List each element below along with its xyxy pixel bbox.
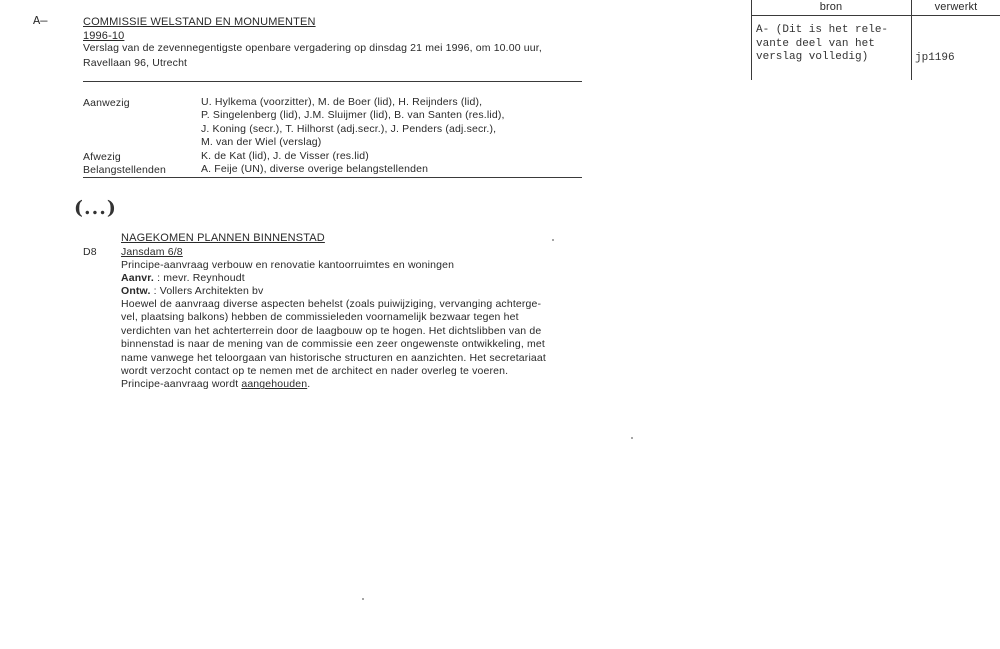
conclusion-status: aangehouden <box>241 378 308 391</box>
item-code: D8 <box>83 246 97 258</box>
stamp-note-line: verslag volledig) <box>756 51 869 63</box>
scan-speck <box>631 437 633 439</box>
body-line: binnenstad is naar de mening van de commissie een zeer ongewenste ontwikkeling, met <box>121 338 545 351</box>
scan-speck <box>362 598 364 600</box>
body-line: Hoewel de aanvraag diverse aspecten behelst (zoals puiwijziging, vervanging achterge- <box>121 298 542 310</box>
stamp-verwerkt-value: jp1196 <box>915 52 955 64</box>
conclusion-line <box>121 378 546 391</box>
body-line: name vanwege het teloorgaan van historische structuren en aanzichten. Het secretariaat <box>121 351 546 364</box>
body-line: vel, plaatsing balkons) hebben de commissieleden voornamelijk bezwaar tegen het <box>121 311 519 324</box>
designer-value: : Vollers Architekten bv <box>153 285 264 297</box>
stamp-note <box>756 24 888 65</box>
stamp-note-line: vante deel van het <box>756 37 875 50</box>
stakeholders-label: Belangstellenden <box>83 164 166 176</box>
margin-mark: A— <box>33 14 48 28</box>
stamp-verwerkt-header: verwerkt <box>934 1 978 13</box>
item-location: Jansdam 6/8 <box>121 246 183 258</box>
applicant-row <box>121 272 245 285</box>
absent-label: Afwezig <box>83 151 121 163</box>
stakeholders-value: A. Feije (UN), diverse overige belangstellenden <box>201 163 429 175</box>
meeting-line-1: Verslag van de zevennegentigste openbare vergadering op dinsdag 21 mei 1996, om 10.00 uur, <box>83 42 542 54</box>
committee-title: COMMISSIE WELSTAND EN MONUMENTEN <box>83 16 316 28</box>
applicant-label: Aanvr. <box>121 272 154 284</box>
present-line: M. van der Wiel (verslag) <box>201 136 322 149</box>
stamp-header-rule <box>751 15 1000 16</box>
attendance-divider <box>83 177 582 178</box>
item-body <box>121 298 546 392</box>
omission-mark: (...) <box>74 197 117 219</box>
absent-value: K. de Kat (lid), J. de Visser (res.lid) <box>201 150 369 162</box>
present-list <box>201 96 505 150</box>
applicant-value: : mevr. Reynhoudt <box>157 272 245 284</box>
stamp-bron-header: bron <box>819 1 843 13</box>
designer-row <box>121 285 263 298</box>
designer-label: Ontw. <box>121 285 151 297</box>
present-label: Aanwezig <box>83 97 130 109</box>
item-request: Principe-aanvraag verbouw en renovatie kantoorruimtes en woningen <box>121 259 455 271</box>
body-line: verdichten van het achterterrein door de laagbouw op te hogen. Het dichtslibben van de <box>121 324 542 337</box>
stamp-note-line: A- (Dit is het rele- <box>756 24 889 36</box>
conclusion-suffix: . <box>307 378 311 391</box>
conclusion-prefix: Principe-aanvraag wordt <box>121 378 242 391</box>
present-line: U. Hylkema (voorzitter), M. de Boer (lid), H. Reijnders (lid), <box>201 96 483 108</box>
section-title: NAGEKOMEN PLANNEN BINNENSTAD <box>121 232 325 244</box>
present-line: J. Koning (secr.), T. Hilhorst (adj.secr.), J. Penders (adj.secr.), <box>201 122 497 135</box>
present-line: P. Singelenberg (lid), J.M. Sluijmer (lid), B. van Santen (res.lid), <box>201 109 505 122</box>
body-line: wordt verzocht contact op te nemen met de architect en nader overleg te voeren. <box>121 365 509 378</box>
scan-speck <box>552 239 554 241</box>
processing-stamp <box>751 0 1000 80</box>
header-divider <box>83 81 582 82</box>
meeting-line-2: Ravellaan 96, Utrecht <box>83 57 188 69</box>
report-number: 1996-10 <box>83 30 125 42</box>
